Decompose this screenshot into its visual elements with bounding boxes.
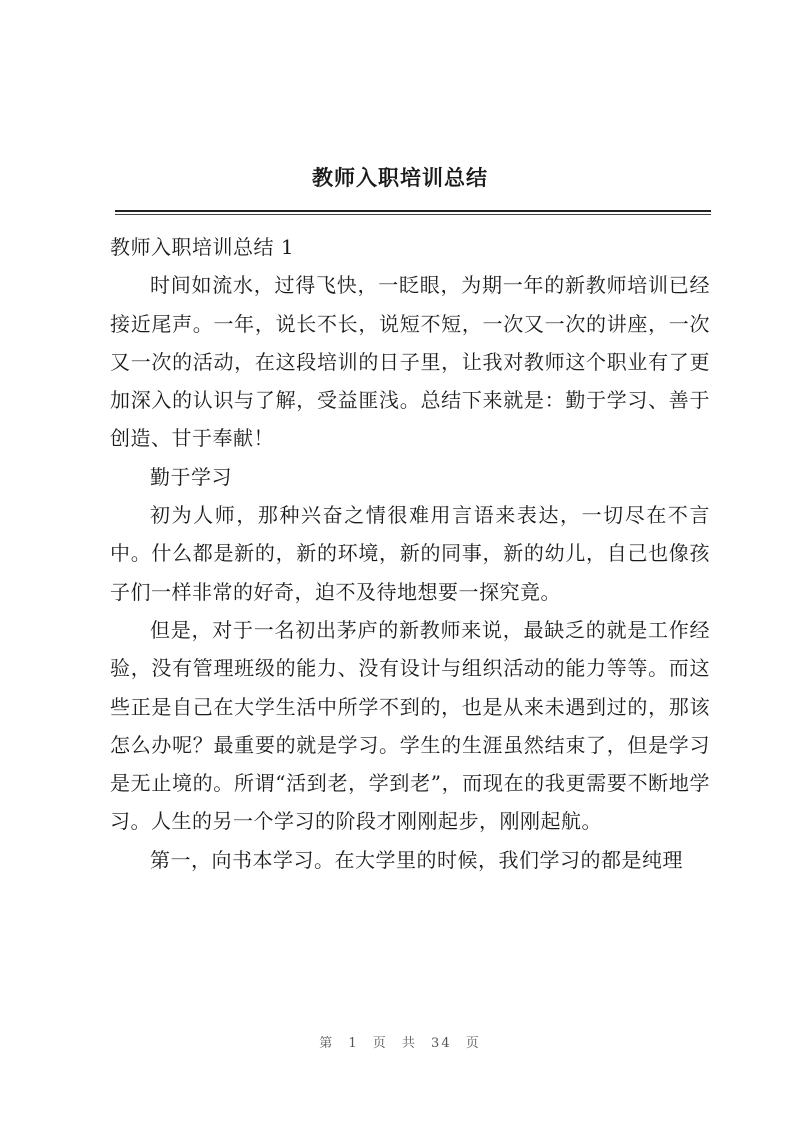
title-divider-thin: [115, 214, 711, 215]
subheading-study: 勤于学习: [150, 464, 232, 489]
paragraph-first-point: 第一，向书本学习。在大学里的时候，我们学习的都是纯理: [150, 847, 683, 872]
document-title: 教师入职培训总结: [312, 165, 488, 190]
title-divider: [115, 210, 711, 212]
paragraph-experience: 但是，对于一名初出茅庐的新教师来说，最缺乏的就是工作经验，没有管理班级的能力、没有设计与组织活动的能力等等。而这些正是自己在大学生活中所学不到的，也是从来未遇到过的，那该怎么办呢？最重要的就是学习。学生的生涯虽然结束了，但是学习是无止境的。所谓“活到老，学到老”，而现在的我更需要不断地学习。人生的另一个学习的阶段才刚刚起步，刚刚起航。: [110, 617, 710, 834]
paragraph-new-teacher: 初为人师，那种兴奋之情很难用言语来表达，一切尽在不言中。什么都是新的，新的环境，新的同事，新的幼儿，自己也像孩子们一样非常的好奇，迫不及待地想要一探究竟。: [110, 503, 710, 604]
page-number-footer: 第 1 页 共 34 页: [319, 1036, 481, 1051]
section-heading: 教师入职培训总结 1: [110, 235, 295, 259]
document-body: [110, 228, 710, 879]
paragraph-intro: 时间如流水，过得飞快，一眨眼，为期一年的新教师培训已经接近尾声。一年，说长不长，说短不短，一次又一次的讲座，一次又一次的活动，在这段培训的日子里，让我对教师这个职业有了更加深入的认识与了解，受益匪浅。总结下来就是：勤于学习、善于创造、甘于奉献！: [110, 273, 710, 451]
